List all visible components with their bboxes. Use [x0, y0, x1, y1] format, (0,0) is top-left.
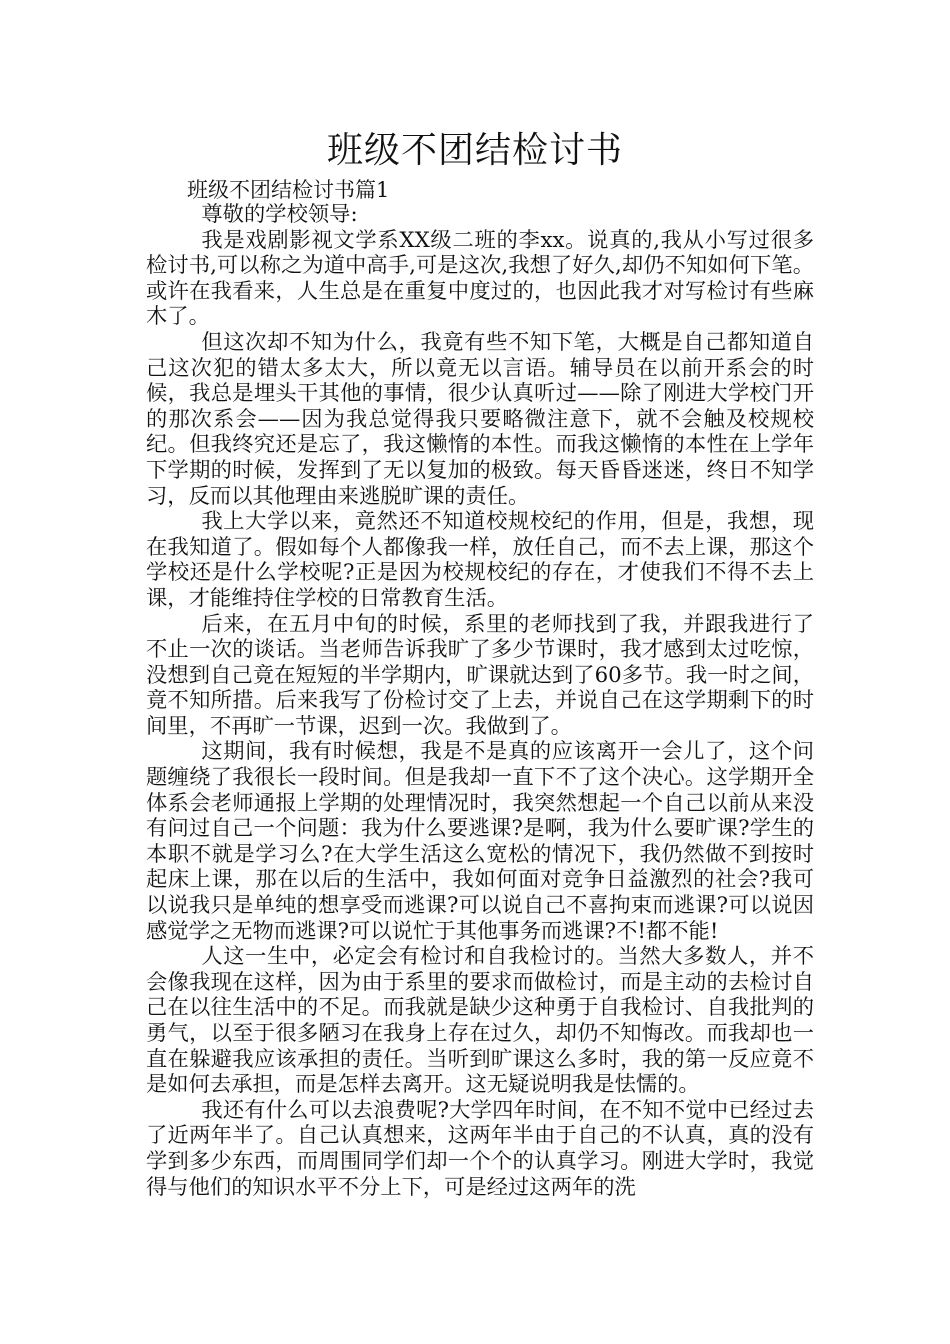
paragraph: 我上大学以来，竟然还不知道校规校纪的作用，但是，我想，现在我知道了。假如每个人都像我一样，放任自己，而不去上课，那这个学校还是什么学校呢?正是因为校规校纪的存在，才使我们不得不去上课，才能维持住学校的日常教育生活。 — [146, 509, 814, 611]
paragraph: 人这一生中，必定会有检讨和自我检讨的。当然大多数人，并不会像我现在这样，因为由于系里的要求而做检讨，而是主动的去检讨自己在以往生活中的不足。而我就是缺少这种勇于自我检讨、自我批判的勇气，以至于很多陋习在我身上存在过久，却仍不知悔改。而我却也一直在躲避我应该承担的责任。当听到旷课这么多时，我的第一反应竟不是如何去承担，而是怎样去离开。这无疑说明我是怯懦的。 — [146, 944, 814, 1098]
paragraph: 这期间，我有时候想，我是不是真的应该离开一会儿了，这个问题缠绕了我很长一段时间。但是我却一直下不了这个决心。这学期开全体系会老师通报上学期的处理情况时，我突然想起一个自己以前从来没有问过自己一个问题：我为什么要逃课?是啊，我为什么要旷课?学生的本职不就是学习么?在大学生活这么宽松的情况下，我仍然做不到按时起床上课，那在以后的生活中，我如何面对竞争日益激烈的社会?我可以说我只是单纯的想享受而逃课?可以说自己不喜拘束而逃课?可以说因感觉学之无物而逃课?可以说忙于其他事务而逃课?不!都不能! — [146, 739, 814, 944]
paragraph: 但这次却不知为什么，我竟有些不知下笔，大概是自己都知道自己这次犯的错太多太大，所以竟无以言语。辅导员在以前开系会的时候，我总是埋头干其他的事情，很少认真听过——除了刚进大学校门开的那次系会——因为我总觉得我只要略微注意下，就不会触及校规校纪。但我终究还是忘了，我这懒惰的本性。而我这懒惰的本性在上学年下学期的时候，发挥到了无以复加的极致。每天昏昏迷迷，终日不知学习，反而以其他理由来逃脱旷课的责任。 — [146, 329, 814, 509]
document-body — [146, 202, 814, 1200]
paragraph: 我是戏剧影视文学系XX级二班的李xx。说真的,我从小写过很多检讨书,可以称之为道中高手,可是这次,我想了好久,却仍不知如何下笔。或许在我看来，人生总是在重复中度过的，也因此我才对写检讨有些麻木了。 — [146, 227, 814, 330]
salutation: 尊敬的学校领导: — [201, 202, 358, 227]
document-subtitle: 班级不团结检讨书篇1 — [187, 178, 390, 202]
paragraph: 后来，在五月中旬的时候，系里的老师找到了我，并跟我进行了不止一次的谈话。当老师告诉我旷了多少节课时，我才感到太过吃惊，没想到自己竟在短短的半学期内，旷课就达到了60多节。我一时之间，竟不知所措。后来我写了份检讨交了上去，并说自己在这学期剩下的时间里，不再旷一节课，迟到一次。我做到了。 — [146, 611, 814, 739]
document-title: 班级不团结检讨书 — [326, 130, 623, 171]
paragraph: 我还有什么可以去浪费呢?大学四年时间，在不知不觉中已经过去了近两年半了。自己认真想来，这两年半由于自己的不认真，真的没有学到多少东西，而周围同学们却一个个的认真学习。刚进大学时，我觉得与他们的知识水平不分上下，可是经过这两年的洗 — [146, 1097, 814, 1200]
